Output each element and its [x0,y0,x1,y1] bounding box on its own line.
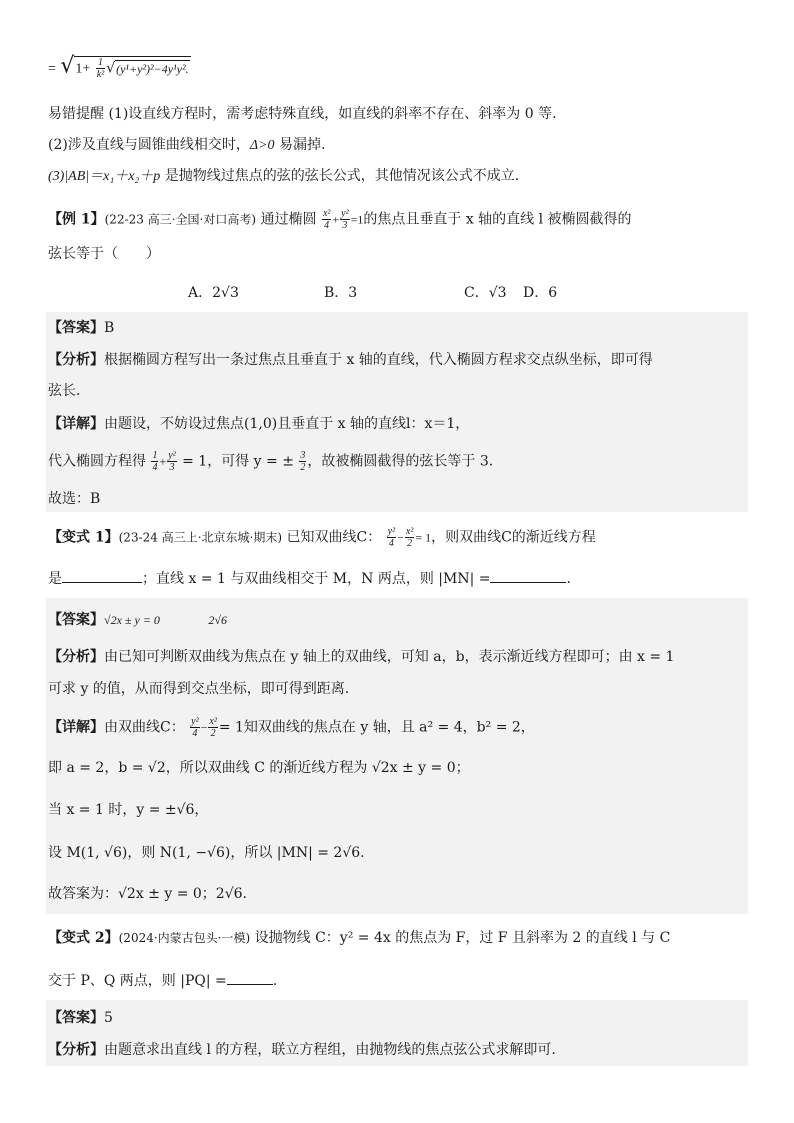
variant1-text-c3: . [566,571,571,587]
variant1-text-c1: 是 [48,571,62,587]
detail-plus: + [159,454,167,469]
one-plus: 1+ [75,61,91,77]
detail-text-a1: 由双曲线C： [104,719,185,736]
example1-detail-1 [48,414,469,434]
detail-frac2-den: 2 [210,728,216,739]
tip-text-1: (1)设直线方程时，需考虑特殊直线，如直线的斜率不存在、斜率为 0 等. [108,106,557,122]
answer-label: 【答案】 [48,612,104,628]
detail-label: 【详解】 [48,719,104,736]
answer-value: B [104,320,115,336]
frac-denominator: k² [96,69,105,80]
answer-blank-3[interactable] [227,970,273,985]
choice-text: 故选：B [48,491,101,507]
detail-text-a2: = 1知双曲线的焦点在 y 轴，且 a² = 4，b² = 2， [218,719,535,736]
analysis-label: 【分析】 [48,1042,104,1058]
example1-label: 【例 1】 [48,211,105,228]
example1-choice [48,489,100,509]
example1-answer [48,318,114,338]
detail-text-b3: ，故被椭圆截得的弦长等于 3. [307,453,494,470]
option-b[interactable]: B．3 [324,285,358,301]
formula-top [48,53,191,80]
variant1-detail-3 [48,800,208,820]
variant2-text-b1: 交于 P、Q 两点，则 |PQ| = [48,973,227,989]
variant2-source: (2024·内蒙古包头·一模) [118,931,251,945]
example1-text-c: 弦长等于（ ） [48,246,160,262]
variant1-text-b: ，则双曲线C的渐近线方程 [431,529,596,546]
plus-sign: + [332,212,340,227]
sqrt-symbol: √ [60,53,75,79]
analysis-text-a: 由题意求出直线 l 的方程，联立方程组，由抛物线的焦点弦公式求解即可. [104,1042,556,1058]
ellipse-frac2-num: y² [341,208,349,219]
variant1-label: 【变式 1】 [48,529,119,546]
variant2-stem-line-2 [48,970,277,991]
example1-text-b: 的焦点且垂直于 x 轴的直线 l 被椭圆截得的 [363,211,632,228]
example1-detail-2 [48,450,493,473]
detail-text-d: 设 M(1, √6)，则 N(1, −√6)，所以 |MN| = 2√6. [48,845,365,861]
detail-frac1-num: y² [191,716,199,727]
detail-text-c: 当 x = 1 时，y = ±√6， [48,802,209,818]
answer-blank-2[interactable] [490,568,566,583]
equals-one: =1 [350,212,364,227]
detail-frac3-den: 2 [300,462,306,473]
hyperbola-frac2-den: 2 [407,538,413,549]
variant2-answer [48,1008,113,1028]
answer-value-2: 2√6 [208,613,227,627]
variant1-text-c2: ；直线 x = 1 与双曲线相交于 M，N 两点，则 |MN| = [142,571,491,587]
variant1-final [48,884,247,904]
example1-source: (22-23 高三·全国·对口高考) [104,212,257,227]
detail-label: 【详解】 [48,416,104,432]
variant1-answer-block [46,598,748,914]
detail-text-b2: = 1，可得 y = ± [182,453,294,470]
answer-value: 5 [104,1010,113,1026]
option-c[interactable]: C．√3 [464,285,507,301]
example1-answer-block [46,312,748,512]
example1-analysis-2 [48,381,80,401]
detail-text-b: 即 a = 2，b = √2，所以双曲线 C 的渐近线方程为 √2x ± y = 0； [48,760,470,776]
variant1-answer [48,610,227,630]
variant1-stem-line-1 [48,526,596,549]
detail-text-a: 由题设，不妨设过焦点(1,0)且垂直于 x 轴的直线l：x＝1， [104,416,470,432]
variant1-analysis-2 [48,679,349,699]
variant2-stem-line-1 [48,928,670,948]
analysis-text-a: 根据椭圆方程写出一条过焦点且垂直于 x 轴的直线，代入椭圆方程求交点纵坐标，即可得 [104,352,653,368]
hyperbola-frac1-num: y² [387,526,396,537]
minus-sign: − [397,530,404,545]
detail-frac3-num: 3 [300,450,306,461]
answer-blank-1[interactable] [62,568,142,583]
tip-text-2a: (2)涉及直线与圆锥曲线相交时， [48,137,250,153]
variant1-detail-4 [48,843,365,863]
ellipse-frac1-den: 4 [324,220,330,231]
detail-text-b1: 代入椭圆方程得 [48,453,146,470]
hyperbola-frac1-den: 4 [388,538,394,549]
example1-stem-line-1 [48,208,632,231]
inner-expression: (y¹+y²)²−4y¹y². [116,61,189,76]
example1-options [188,283,558,303]
tip-line-2 [48,135,325,156]
variant2-label: 【变式 2】 [48,930,119,946]
tip-text-3: 是抛物线过焦点的弦的弦长公式，其他情况该公式不成立. [160,168,520,184]
answer-value-1: √2x ± y = 0 [104,613,160,627]
detail-frac1-den: 4 [152,462,158,473]
variant1-analysis-1 [48,647,674,667]
hyperbola-equals-one: = 1 [415,530,432,545]
tip-line-1 [48,104,557,124]
answer-label: 【答案】 [48,320,104,336]
variant2-analysis [48,1040,556,1060]
analysis-text-a: 由已知可判断双曲线为焦点在 y 轴上的双曲线，可知 a，b，表示渐近线方程即可；由 x = 1 [104,649,675,665]
analysis-label: 【分析】 [48,649,104,665]
tip-line-3 [48,166,519,187]
frac-numerator: 1 [96,57,105,69]
variant1-text-a: 已知双曲线C： [286,529,382,546]
detail-frac2-num: x² [209,716,217,727]
inner-sqrt-symbol: √ [106,60,116,77]
detail-frac2-den: 3 [169,462,175,473]
example1-analysis-1 [48,350,653,370]
detail-frac2-num: y² [168,450,176,461]
variant2-text-a: 设抛物线 C：y² = 4x 的焦点为 F，过 F 且斜率为 2 的直线 l 与 C [254,930,671,946]
tip-label: 易错提醒 [48,106,104,122]
variant2-text-b2: . [272,973,278,989]
delta-condition: Δ>0 [249,138,275,153]
analysis-text-b: 弦长. [48,383,81,399]
analysis-text-b: 可求 y 的值，从而得到交点坐标，即可得到距离. [48,681,350,697]
answer-label: 【答案】 [48,1010,104,1026]
option-d[interactable]: D．6 [523,285,558,301]
example1-stem-line-2 [48,244,160,264]
option-a[interactable]: A．2√3 [188,285,239,301]
chord-formula: (3)|AB|＝x₁＋x₂＋p [48,169,161,184]
hyperbola-frac2-num: x² [405,526,414,537]
analysis-label: 【分析】 [48,352,104,368]
ellipse-frac2-den: 3 [342,220,348,231]
variant1-detail-1 [48,716,535,739]
variant1-source: (23-24 高三上·北京东城·期末) [118,530,283,545]
detail-minus: − [200,720,208,735]
ellipse-frac1-num: x² [322,208,331,219]
variant1-detail-2 [48,758,470,778]
variant1-stem-line-2 [48,568,571,589]
equals-sign: = [48,61,56,77]
detail-frac1-den: 4 [192,728,198,739]
tip-text-2b: 易漏掉. [274,137,326,153]
final-answer: 故答案为：√2x ± y = 0；2√6. [48,886,247,902]
example1-text-a: 通过椭圆 [260,211,317,228]
detail-frac1-num: 1 [152,450,158,461]
